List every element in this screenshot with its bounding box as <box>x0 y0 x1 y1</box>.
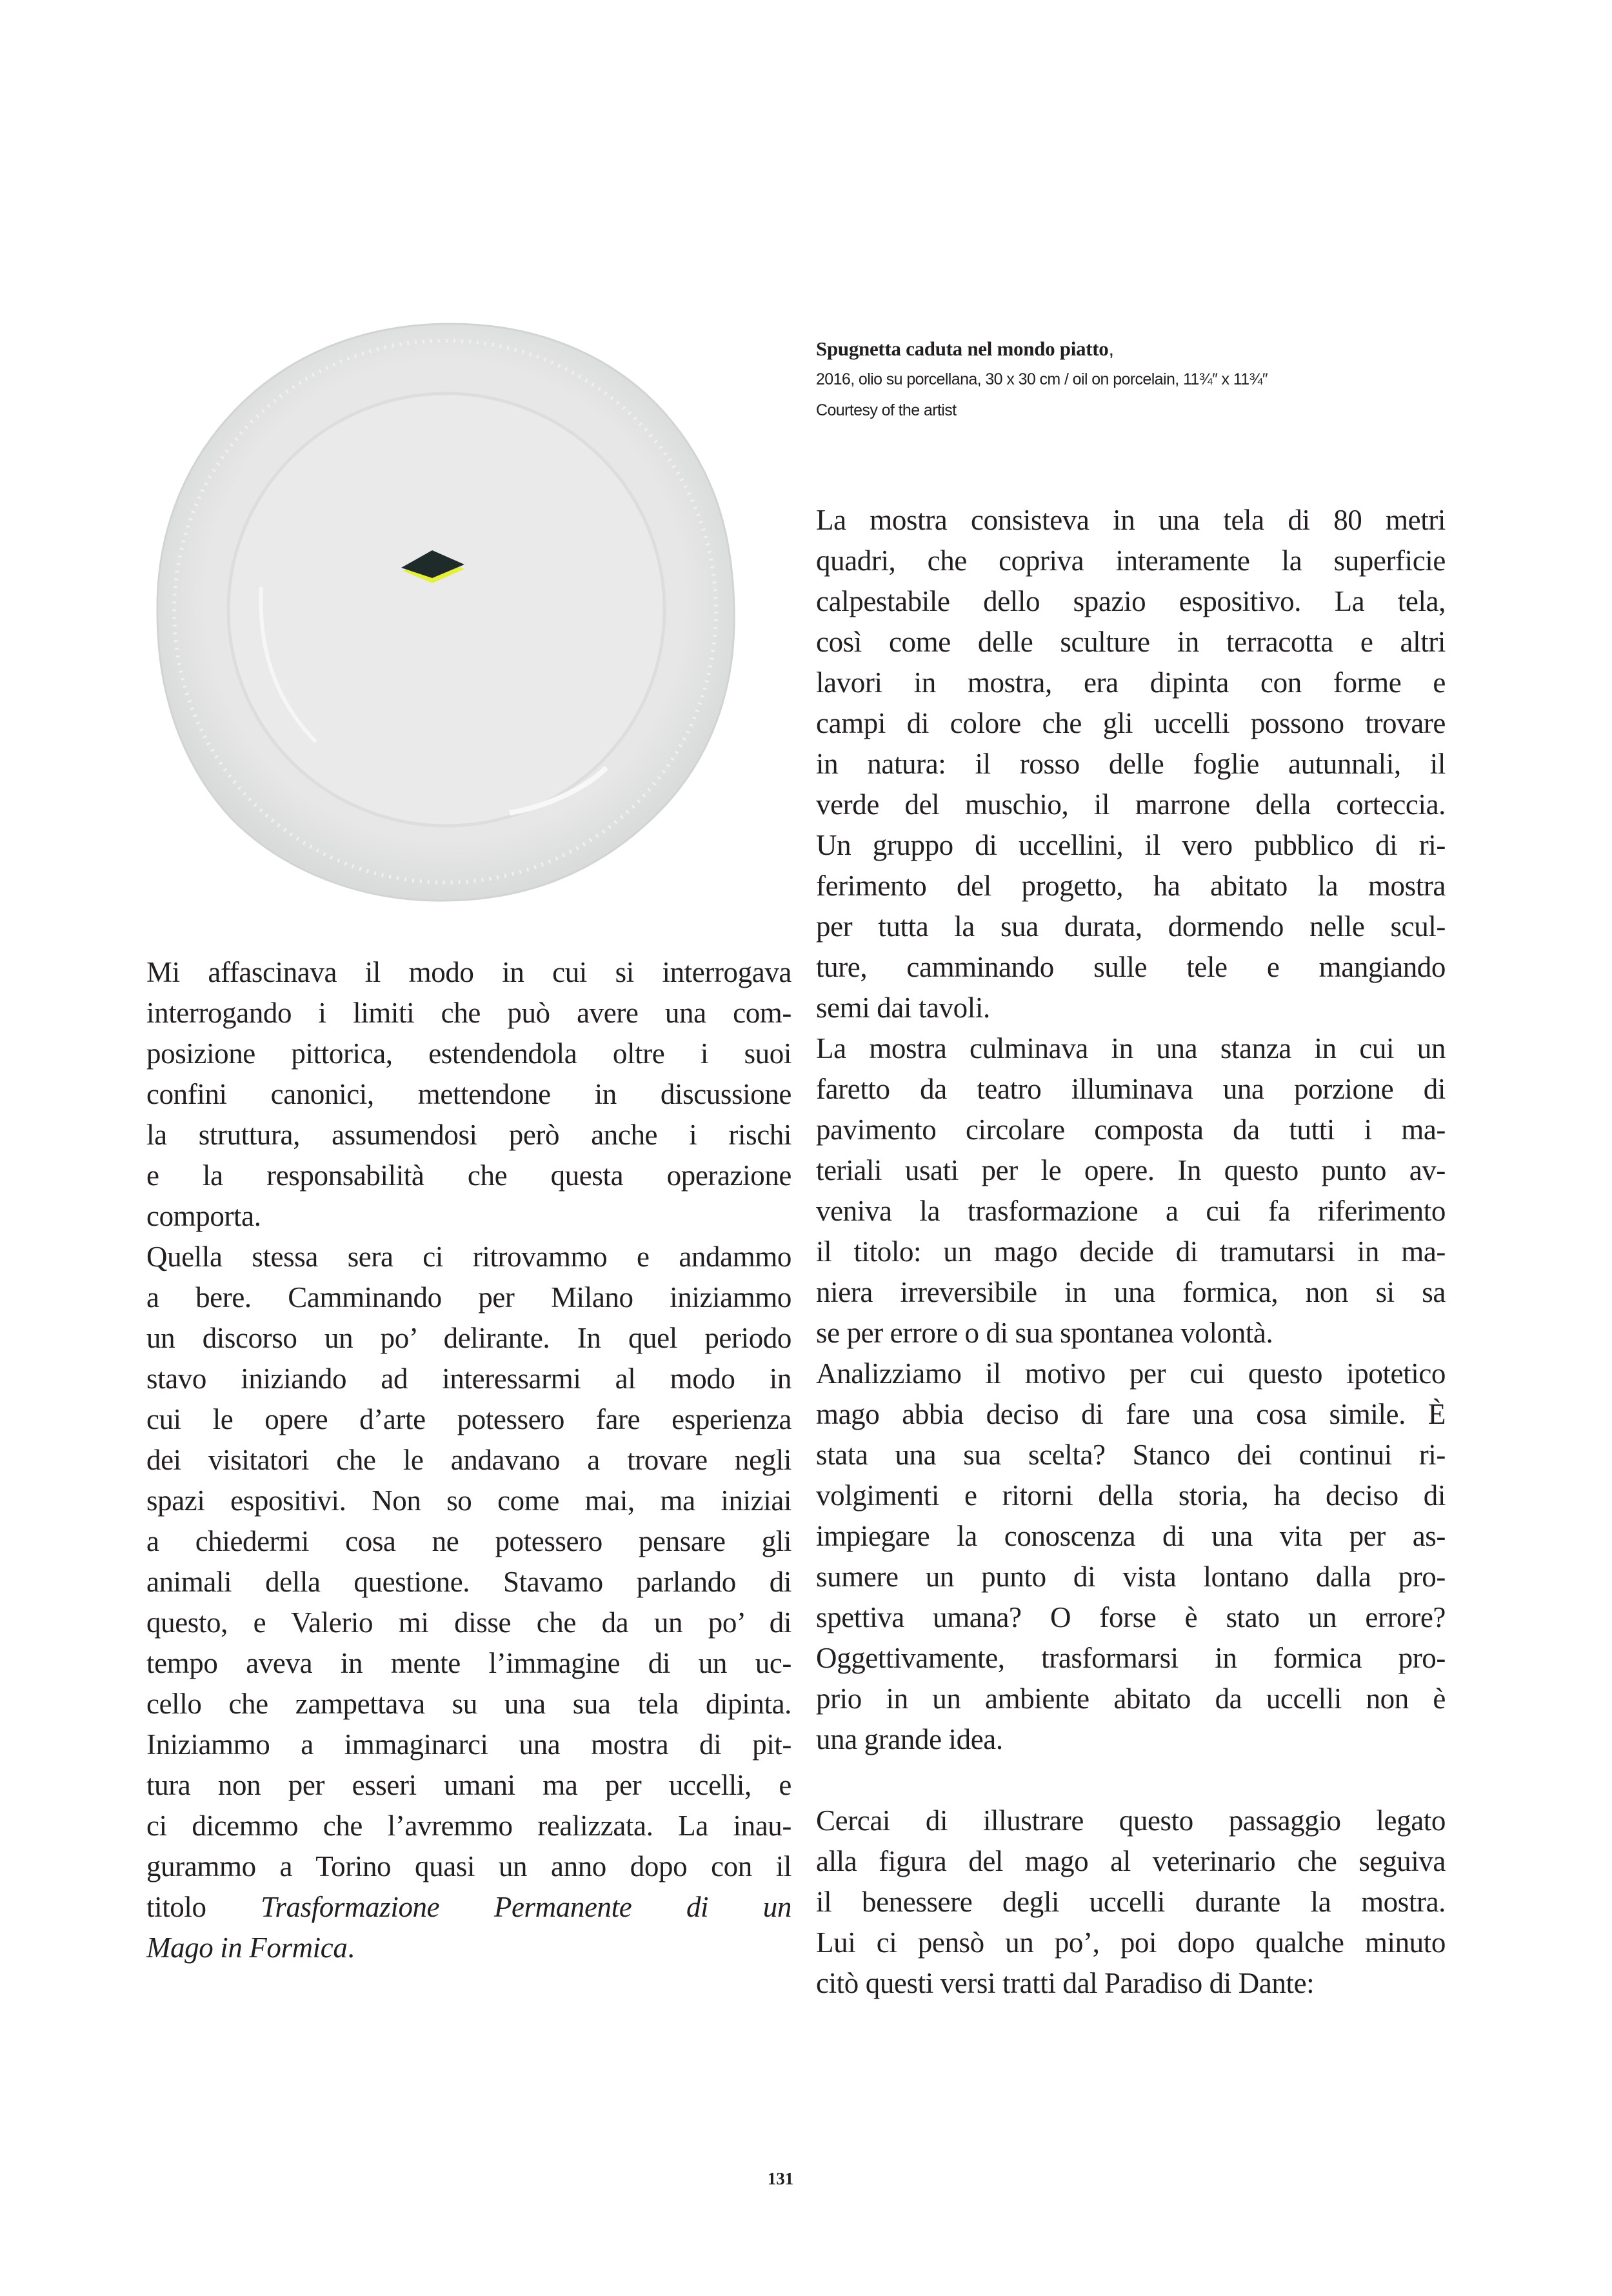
text-line <box>146 1887 791 1928</box>
text-segment: prio in un ambiente abitato da uccelli non è <box>816 1682 1446 1715</box>
text-line <box>816 1801 1446 1841</box>
text-line <box>816 1353 1446 1394</box>
text-segment: quadri, che copriva interamente la superficie <box>816 544 1446 577</box>
text-line <box>816 541 1446 581</box>
text-line <box>816 1191 1446 1232</box>
text-line <box>816 1638 1446 1679</box>
text-line <box>146 1481 791 1521</box>
text-line <box>816 1110 1446 1150</box>
text-line <box>146 1155 791 1196</box>
text-line <box>816 581 1446 622</box>
text-segment: una grande idea. <box>816 1723 1003 1755</box>
paragraph <box>816 1353 1446 1760</box>
text-segment: calpestabile dello spazio espositivo. La tela, <box>816 585 1446 617</box>
text-segment: confini canonici, mettendone in discussione <box>146 1078 791 1110</box>
text-segment: spazi espositivi. Non so come mai, ma iniziai <box>146 1484 791 1517</box>
text-line <box>146 1399 791 1440</box>
text-line <box>816 1150 1446 1191</box>
text-segment: dei visitatori che le andavano a trovare negli <box>146 1444 791 1476</box>
text-line <box>816 1597 1446 1638</box>
text-segment: . <box>347 1932 355 1964</box>
text-line <box>816 1679 1446 1719</box>
text-segment: campi di colore che gli uccelli possono trovare <box>816 707 1446 739</box>
text-segment: Cercai di illustrare questo passaggio legato <box>816 1804 1446 1837</box>
text-line <box>816 1841 1446 1882</box>
text-segment: alla figura del mago al veterinario che seguiva <box>816 1845 1446 1877</box>
text-line <box>816 1557 1446 1597</box>
text-segment: semi dai tavoli. <box>816 992 990 1024</box>
text-line <box>146 1237 791 1277</box>
text-segment: posizione pittorica, estendendola oltre i suoi <box>146 1037 791 1070</box>
text-segment: così come delle sculture in terracotta e altri <box>816 626 1446 658</box>
text-segment: sumere un punto di vista lontano dalla pro- <box>816 1561 1446 1593</box>
text-segment: Un gruppo di uccellini, il vero pubblico di ri- <box>816 829 1446 861</box>
text-line <box>146 1562 791 1602</box>
text-segment: niera irreversibile in una formica, non si sa <box>816 1276 1446 1308</box>
text-line <box>816 906 1446 947</box>
text-line <box>816 622 1446 663</box>
text-line <box>816 1963 1446 2004</box>
text-line <box>146 1074 791 1115</box>
text-segment: se per errore o di sua spontanea volontà. <box>816 1317 1273 1349</box>
text-line <box>146 1277 791 1318</box>
text-line <box>146 1684 791 1724</box>
text-segment: Analizziamo il motivo per cui questo ipotetico <box>816 1357 1446 1390</box>
text-line <box>146 1196 791 1237</box>
text-line <box>816 1475 1446 1516</box>
text-line <box>816 866 1446 906</box>
left-text-column <box>146 952 791 1968</box>
text-segment: Mi affascinava il modo in cui si interrogava <box>146 956 791 988</box>
text-line <box>816 1882 1446 1922</box>
text-line <box>146 1765 791 1806</box>
text-line <box>816 1069 1446 1110</box>
text-segment: ture, camminando sulle tele e mangiando <box>816 951 1446 983</box>
text-segment: teriali usati per le opere. In questo punto av- <box>816 1154 1446 1186</box>
text-line <box>146 1602 791 1643</box>
italic-title-text: Trasformazione Permanente di un <box>261 1891 791 1923</box>
text-segment: gurammo a Torino quasi un anno dopo con il <box>146 1850 791 1882</box>
text-segment: volgimenti e ritorni della storia, ha deciso di <box>816 1479 1446 1512</box>
text-line <box>146 1806 791 1846</box>
text-segment: e la responsabilità che questa operazione <box>146 1159 791 1192</box>
text-segment: citò questi versi tratti dal Paradiso di Dante: <box>816 1967 1315 1999</box>
text-segment: il titolo: un mago decide di tramutarsi in ma- <box>816 1235 1446 1268</box>
text-segment: la struttura, assumendosi però anche i rischi <box>146 1119 791 1151</box>
text-line <box>816 1394 1446 1435</box>
text-segment: Quella stessa sera ci ritrovammo e andammo <box>146 1241 791 1273</box>
text-segment: questo, e Valerio mi disse che da un po’ di <box>146 1606 791 1639</box>
text-segment: tempo aveva in mente l’immagine di un uc- <box>146 1647 791 1679</box>
text-segment: un discorso un po’ delirante. In quel periodo <box>146 1322 791 1354</box>
text-segment: stavo iniziando ad interessarmi al modo in <box>146 1363 791 1395</box>
text-line <box>816 1719 1446 1760</box>
plate-artwork-image <box>148 316 742 910</box>
plate-well <box>228 394 664 826</box>
text-segment: a bere. Camminando per Milano iniziammo <box>146 1281 791 1313</box>
text-line <box>146 952 791 993</box>
right-text-column <box>816 500 1446 2004</box>
text-line <box>816 988 1446 1028</box>
text-line <box>146 1440 791 1481</box>
text-line <box>146 1521 791 1562</box>
text-line <box>816 744 1446 784</box>
page-number: 131 <box>767 2169 794 2188</box>
text-segment: mago abbia deciso di fare una cosa simile. È <box>816 1398 1446 1430</box>
text-segment: stata una sua scelta? Stanco dei continui ri- <box>816 1439 1446 1471</box>
text-segment: animali della questione. Stavamo parlando di <box>146 1566 791 1598</box>
text-segment: faretto da teatro illuminava una porzione di <box>816 1073 1446 1105</box>
text-line <box>146 1846 791 1887</box>
text-line <box>816 1435 1446 1475</box>
paragraph <box>816 500 1446 1028</box>
text-line <box>816 1922 1446 1963</box>
text-line <box>816 1232 1446 1272</box>
text-line <box>816 703 1446 744</box>
text-line <box>146 1724 791 1765</box>
paragraph <box>146 952 791 1237</box>
text-segment: ci dicemmo che l’avremmo realizzata. La inau- <box>146 1810 791 1842</box>
text-line <box>146 1359 791 1399</box>
paragraph <box>816 1028 1446 1353</box>
text-segment: Iniziammo a immaginarci una mostra di pit- <box>146 1728 791 1761</box>
italic-title-text: Mago in Formica <box>146 1932 348 1964</box>
paragraph-gap <box>816 1760 1446 1801</box>
text-segment: ferimento del progetto, ha abitato la mostra <box>816 870 1446 902</box>
text-segment: lavori in mostra, era dipinta con forme e <box>816 666 1446 699</box>
text-line <box>146 1033 791 1074</box>
text-line <box>816 1313 1446 1353</box>
text-segment: spettiva umana? O forse è stato un errore? <box>816 1601 1446 1633</box>
text-line <box>816 500 1446 541</box>
text-segment: interrogando i limiti che può avere una com- <box>146 997 791 1029</box>
text-line <box>816 1028 1446 1069</box>
text-line <box>816 663 1446 703</box>
text-line <box>816 784 1446 825</box>
text-segment: a chiedermi cosa ne potessero pensare gli <box>146 1525 791 1557</box>
text-line <box>146 1318 791 1359</box>
text-line <box>146 1115 791 1155</box>
text-segment: verde del muschio, il marrone della corteccia. <box>816 788 1446 821</box>
text-segment: cui le opere d’arte potessero fare esperienza <box>146 1403 791 1435</box>
text-segment: in natura: il rosso delle foglie autunnali, il <box>816 748 1446 780</box>
text-segment: Lui ci pensò un po’, poi dopo qualche minuto <box>816 1926 1446 1959</box>
text-line <box>146 993 791 1033</box>
text-line <box>816 1516 1446 1557</box>
text-segment: comporta. <box>146 1200 261 1232</box>
text-segment: Oggettivamente, trasformarsi in formica pro- <box>816 1642 1446 1674</box>
figure-caption <box>816 334 1526 426</box>
text-segment: La mostra culminava in una stanza in cui un <box>816 1032 1446 1064</box>
text-segment: cello che zampettava su una sua tela dipinta. <box>146 1688 791 1720</box>
text-line <box>816 1272 1446 1313</box>
text-segment: impiegare la conoscenza di una vita per as- <box>816 1520 1446 1552</box>
caption-credit: Courtesy of the artist <box>816 401 957 419</box>
paragraph <box>146 1237 791 1968</box>
text-segment: La mostra consisteva in una tela di 80 metri <box>816 504 1446 536</box>
caption-title-suffix: , <box>1108 337 1114 360</box>
caption-title: Spugnetta caduta nel mondo piatto <box>816 337 1109 360</box>
text-segment: per tutta la sua durata, dormendo nelle scul- <box>816 910 1446 943</box>
text-segment: tura non per esseri umani ma per uccelli, e <box>146 1769 791 1801</box>
text-segment: veniva la trasformazione a cui fa riferimento <box>816 1195 1446 1227</box>
text-line <box>146 1643 791 1684</box>
text-segment: titolo <box>146 1891 261 1923</box>
text-segment: il benessere degli uccelli durante la mostra. <box>816 1886 1446 1918</box>
text-segment: pavimento circolare composta da tutti i ma- <box>816 1113 1446 1146</box>
text-line <box>146 1928 791 1968</box>
text-line <box>816 947 1446 988</box>
text-line <box>816 825 1446 866</box>
caption-details: 2016, olio su porcellana, 30 x 30 cm / oil on porcelain, 11¾″ x 11¾″ <box>816 370 1268 388</box>
paragraph <box>816 1801 1446 2004</box>
